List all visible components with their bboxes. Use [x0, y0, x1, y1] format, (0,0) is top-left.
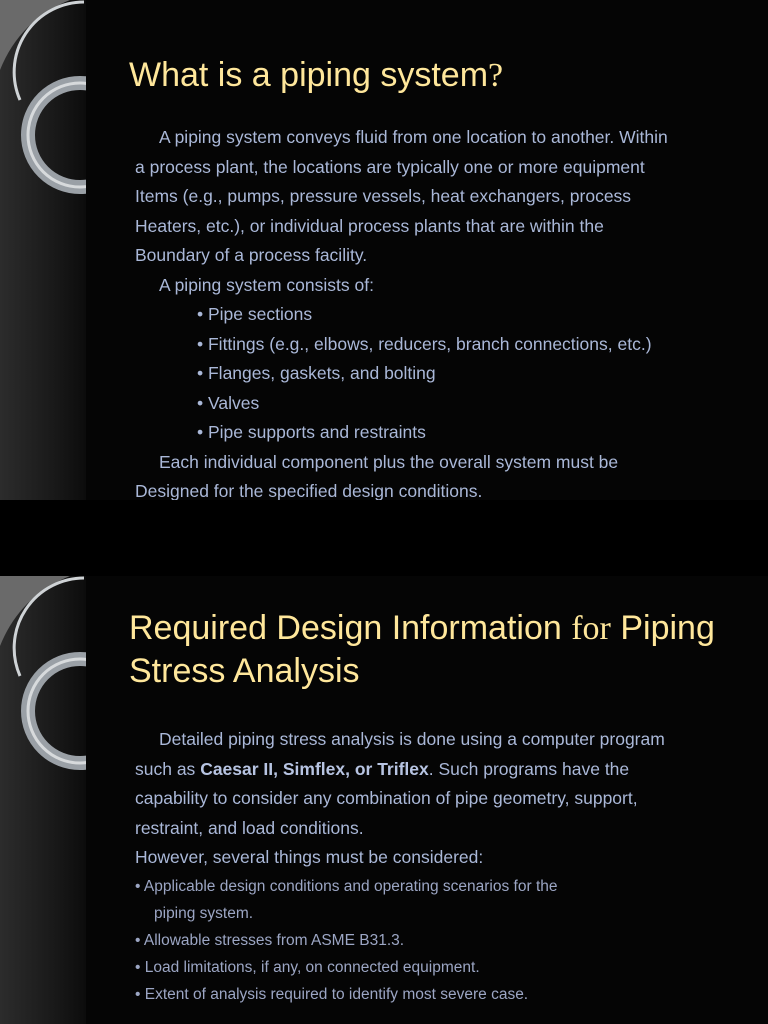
- closing-text: Designed for the specified design conditions.: [135, 481, 483, 500]
- slide2-body: [135, 725, 735, 1008]
- decorative-strip: [0, 0, 86, 500]
- list-item: • Pipe sections: [197, 304, 313, 324]
- slide-what-is-piping: [0, 0, 768, 500]
- list-item: • Valves: [197, 392, 260, 413]
- list-item: • Pipe supports and restraints: [197, 422, 426, 442]
- body-line: restraint, and load conditions.: [135, 817, 364, 838]
- slide1-body: [135, 123, 735, 500]
- decorative-rings-icon: [0, 0, 86, 200]
- intro-line: Boundary of a process facility.: [135, 245, 368, 265]
- intro-line: Heaters, etc.), or individual process plants that are within the: [135, 215, 604, 236]
- intro-line: a process plant, the locations are typically one or more equipment: [135, 156, 645, 177]
- programs-line: such as Caesar II, Simflex, or Triflex. Such programs have the: [135, 758, 630, 779]
- consists-of-label: A piping system consists of:: [159, 274, 374, 295]
- intro-text: A piping system conveys fluid from one location to another. Within: [159, 127, 668, 147]
- page-title: Required Design Information for Piping Stress Analysis: [129, 609, 715, 690]
- decorative-strip: [0, 576, 86, 1024]
- however-label: However, several things must be considered:: [135, 847, 484, 867]
- body-line: capability to consider any combination of pipe geometry, support,: [135, 788, 638, 808]
- list-item: • Flanges, gaskets, and bolting: [197, 363, 436, 383]
- slide-required-design-info: [0, 576, 768, 1024]
- decorative-rings-icon: [0, 576, 86, 776]
- page-title: What is a piping system?: [129, 56, 504, 94]
- closing-text: Each individual component plus the overall system must be: [159, 451, 619, 472]
- list-item: • Applicable design conditions and operating scenarios for the: [135, 877, 558, 895]
- list-item: • Allowable stresses from ASME B31.3.: [135, 931, 405, 949]
- intro-line: Items (e.g., pumps, pressure vessels, heat exchangers, process: [135, 186, 632, 206]
- list-item: • Extent of analysis required to identify most severe case.: [135, 985, 529, 1003]
- list-item: • Load limitations, if any, on connected equipment.: [135, 958, 480, 976]
- list-item: • Fittings (e.g., elbows, reducers, branch connections, etc.): [197, 333, 652, 354]
- list-item-continuation: piping system.: [154, 904, 254, 922]
- intro-text: Detailed piping stress analysis is done using a computer program: [159, 729, 665, 749]
- program-names: Caesar II, Simflex, or Triflex: [200, 758, 429, 779]
